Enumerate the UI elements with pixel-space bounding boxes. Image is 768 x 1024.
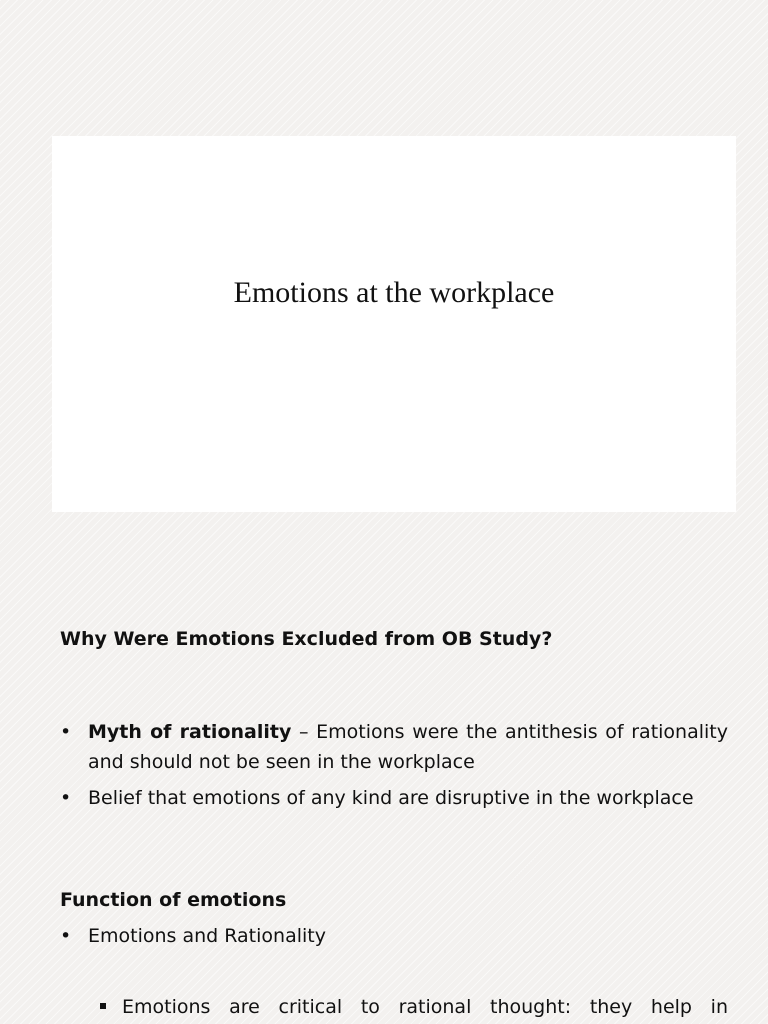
sub-bullet-text: Emotions are critical to rational thought: they help in xyxy=(122,996,728,1018)
title-slide xyxy=(52,136,736,512)
bullet-item xyxy=(60,783,728,813)
bullet-dot-icon: • xyxy=(60,925,72,947)
sub-bullet-item xyxy=(100,992,728,1022)
bullet-item xyxy=(60,717,728,777)
bullet-text: Emotions and Rationality xyxy=(88,925,326,947)
bullet-dot-icon: • xyxy=(60,721,72,743)
bullet-description: – Emotions were the antithesis of rationality and should not be seen in the workplace xyxy=(88,721,728,773)
section-heading-function: Function of emotions xyxy=(60,889,287,911)
square-bullet-icon xyxy=(100,1003,106,1009)
bullet-text: Belief that emotions of any kind are disruptive in the workplace xyxy=(88,787,694,809)
bullet-dot-icon: • xyxy=(60,787,72,809)
bullet-text xyxy=(88,717,728,777)
section-heading-why: Why Were Emotions Excluded from OB Study? xyxy=(60,628,553,650)
bullet-bold-term: Myth of rationality xyxy=(88,721,292,743)
content-slide xyxy=(0,560,768,1024)
bullet-item xyxy=(60,921,728,951)
slide-title: Emotions at the workplace xyxy=(233,276,555,309)
